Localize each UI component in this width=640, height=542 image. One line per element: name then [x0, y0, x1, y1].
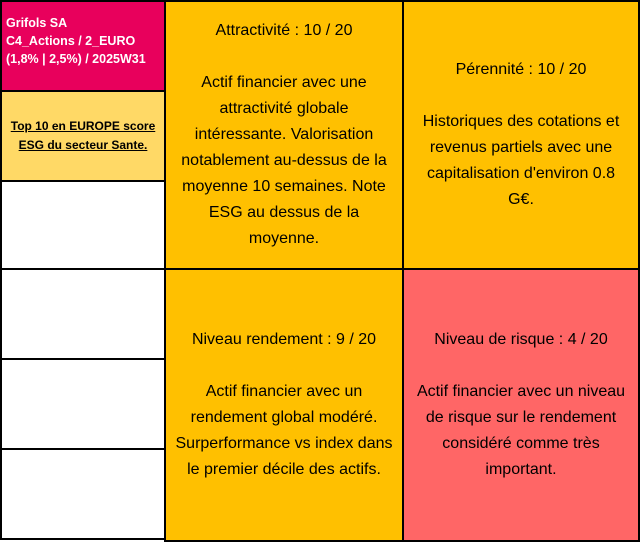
attractivite-text: Actif financier avec une attractivité globale intéressante. Valorisation notablement au-dessus de la moyenne 10 semaines. Note ESG au dessus de la moyenne.	[181, 74, 387, 247]
esg-tag-text: Top 10 en EUROPE score ESG du secteur Sante.	[10, 119, 156, 152]
asset-title-cell	[0, 0, 166, 92]
perennite-text: Historiques des cotations et revenus partiels avec une capitalisation d'environ 0.8 G€.	[422, 113, 620, 208]
attractivite-quadrant	[164, 0, 404, 270]
empty-cell	[0, 448, 166, 540]
risque-text: Actif financier avec un niveau de risque sur le rendement considéré comme très important.	[416, 383, 626, 478]
rendement-quadrant	[164, 268, 404, 542]
risque-title: Niveau de risque : 4 / 20	[434, 331, 608, 348]
risque-quadrant	[402, 268, 640, 542]
rendement-title: Niveau rendement : 9 / 20	[191, 331, 377, 348]
empty-cell	[0, 358, 166, 450]
perennite-title: Pérennité : 10 / 20	[455, 61, 587, 78]
perennite-quadrant	[402, 0, 640, 270]
asset-name: Grifols SA	[6, 16, 68, 30]
asset-category: C4_Actions / 2_EURO	[6, 34, 136, 48]
rendement-text: Actif financier avec un rendement global modéré. Surperformance vs index dans le premier décile des actifs.	[175, 383, 393, 478]
asset-meta: (1,8% | 2,5%) / 2025W31	[6, 52, 146, 66]
attractivite-title: Attractivité : 10 / 20	[215, 22, 353, 39]
esg-tag-cell	[0, 90, 166, 182]
empty-cell	[0, 268, 166, 360]
empty-cell	[0, 180, 166, 270]
